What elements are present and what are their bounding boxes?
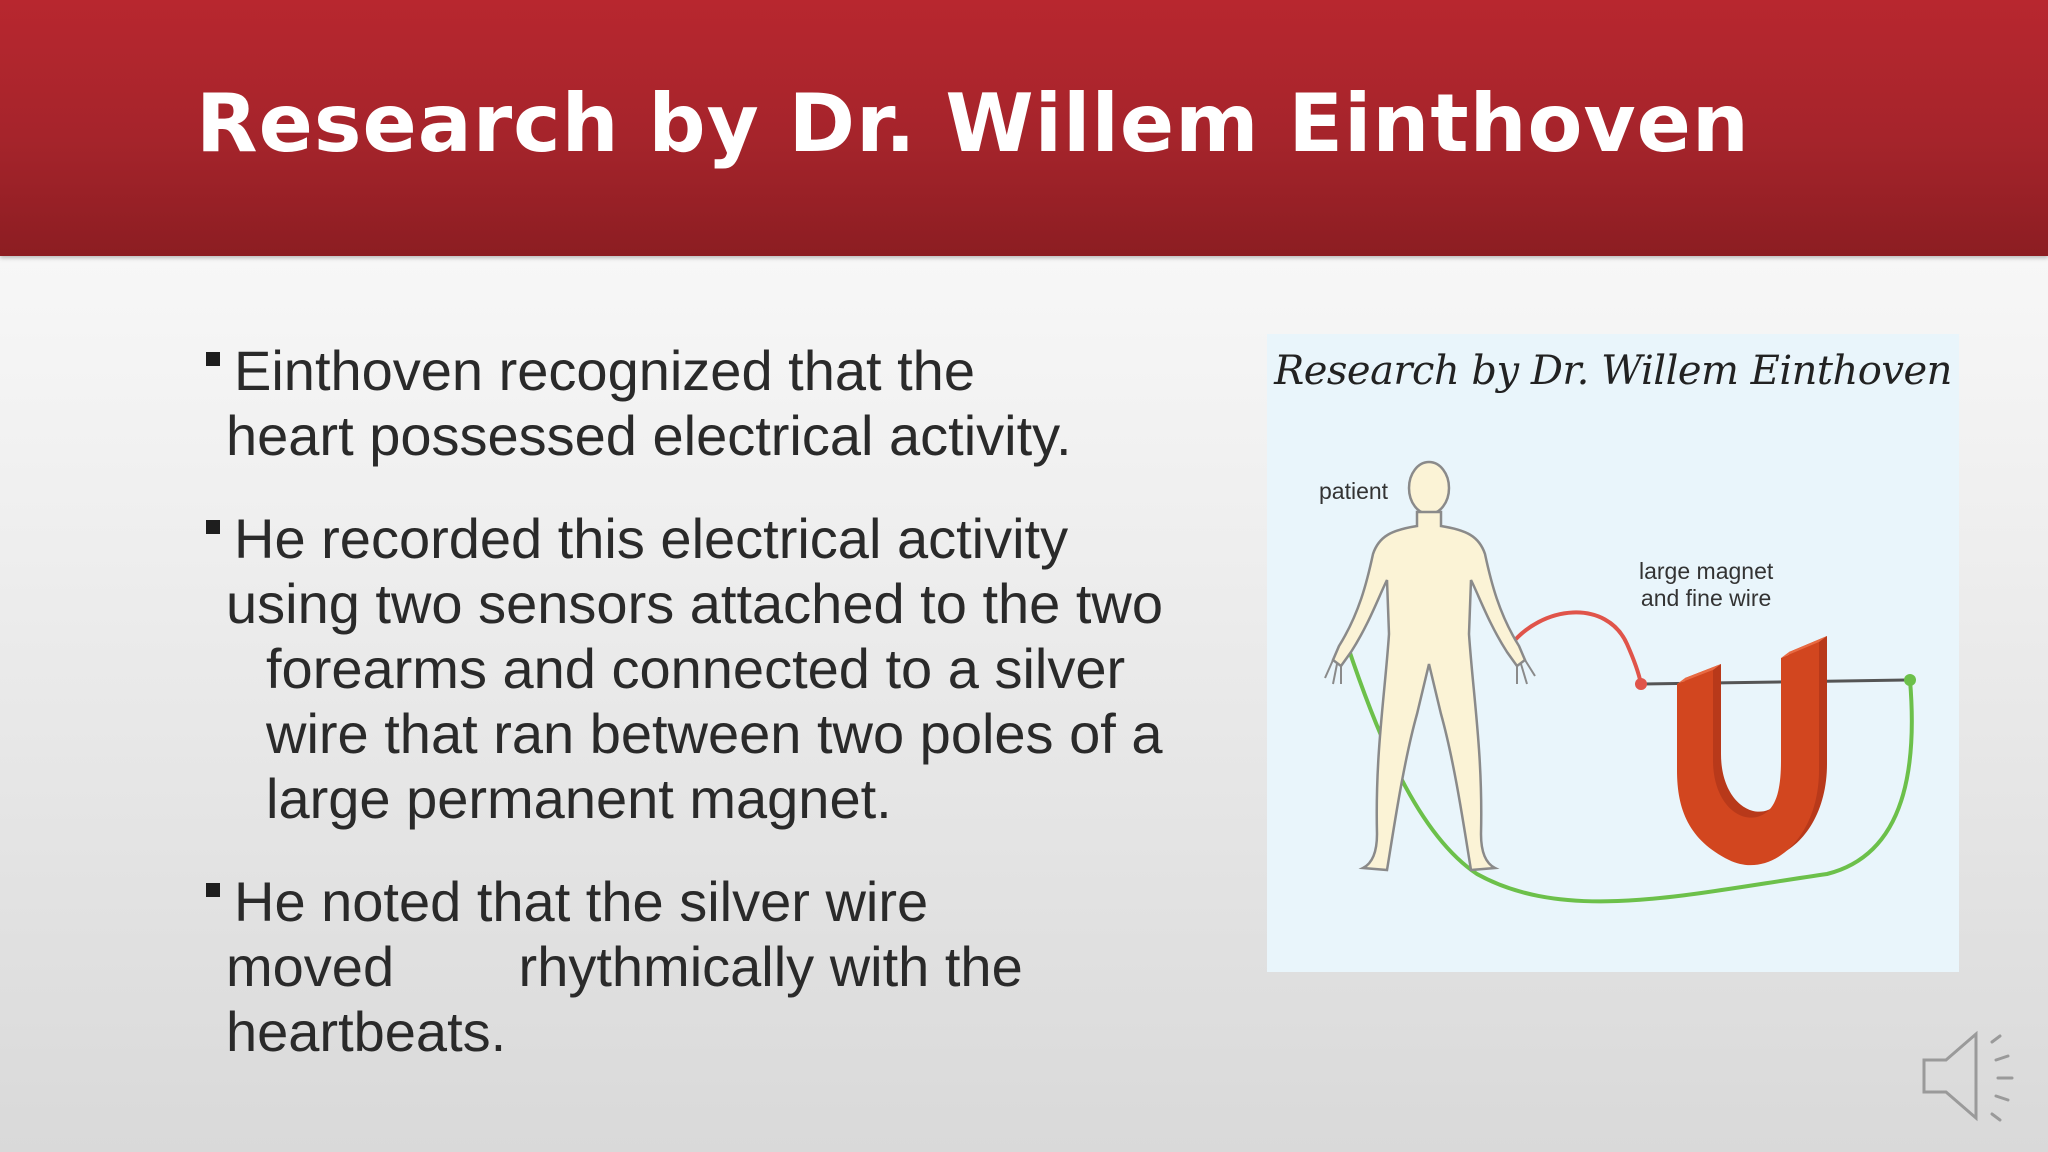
bullet-line: wire that ran between two poles of a: [266, 702, 1163, 765]
bullet-line: He noted that the silver wire: [234, 870, 929, 933]
magnet-label: [1639, 558, 1773, 612]
bullet-line: using two sensors attached to the two: [226, 572, 1163, 635]
bullet-line: forearms and connected to a silver: [266, 637, 1126, 700]
bullet-square-icon: [206, 352, 220, 366]
bullet-square-icon: [206, 883, 220, 897]
patient-label: patient: [1319, 478, 1389, 504]
patient-figure: [1333, 462, 1525, 870]
speaker-icon: [1916, 1020, 2026, 1132]
bullet-line: Einthoven recognized that the: [234, 339, 975, 402]
bullet-square-icon: [206, 520, 220, 534]
magnet-label-line: large magnet: [1639, 558, 1774, 584]
bullet-line: heartbeats.: [226, 1000, 507, 1063]
red-wire-end: [1635, 678, 1647, 690]
magnet-label-line: and fine wire: [1640, 585, 1772, 611]
bullet-item: [206, 506, 1246, 831]
speaker-icon[interactable]: [1916, 1020, 2026, 1132]
bullet-list: [206, 338, 1246, 1102]
bullet-item: [206, 869, 1246, 1064]
slide-header: [0, 0, 2048, 256]
bullet-line: large permanent magnet.: [266, 767, 892, 830]
magnet-icon: [1677, 636, 1827, 865]
bullet-line: moved rhythmically with the: [226, 935, 1023, 998]
green-wire-end: [1904, 674, 1916, 686]
slide-title: Research by Dr. Willem Einthoven: [196, 77, 1750, 170]
diagram-illustration: [1267, 334, 1959, 972]
red-wire: [1509, 612, 1641, 684]
bullet-line: heart possessed electrical activity.: [226, 404, 1072, 467]
einthoven-diagram: [1267, 334, 1959, 972]
bullet-item: [206, 338, 1246, 468]
bullet-line: He recorded this electrical activity: [234, 507, 1069, 570]
diagram-title: Research by Dr. Willem Einthoven: [1274, 348, 1952, 394]
